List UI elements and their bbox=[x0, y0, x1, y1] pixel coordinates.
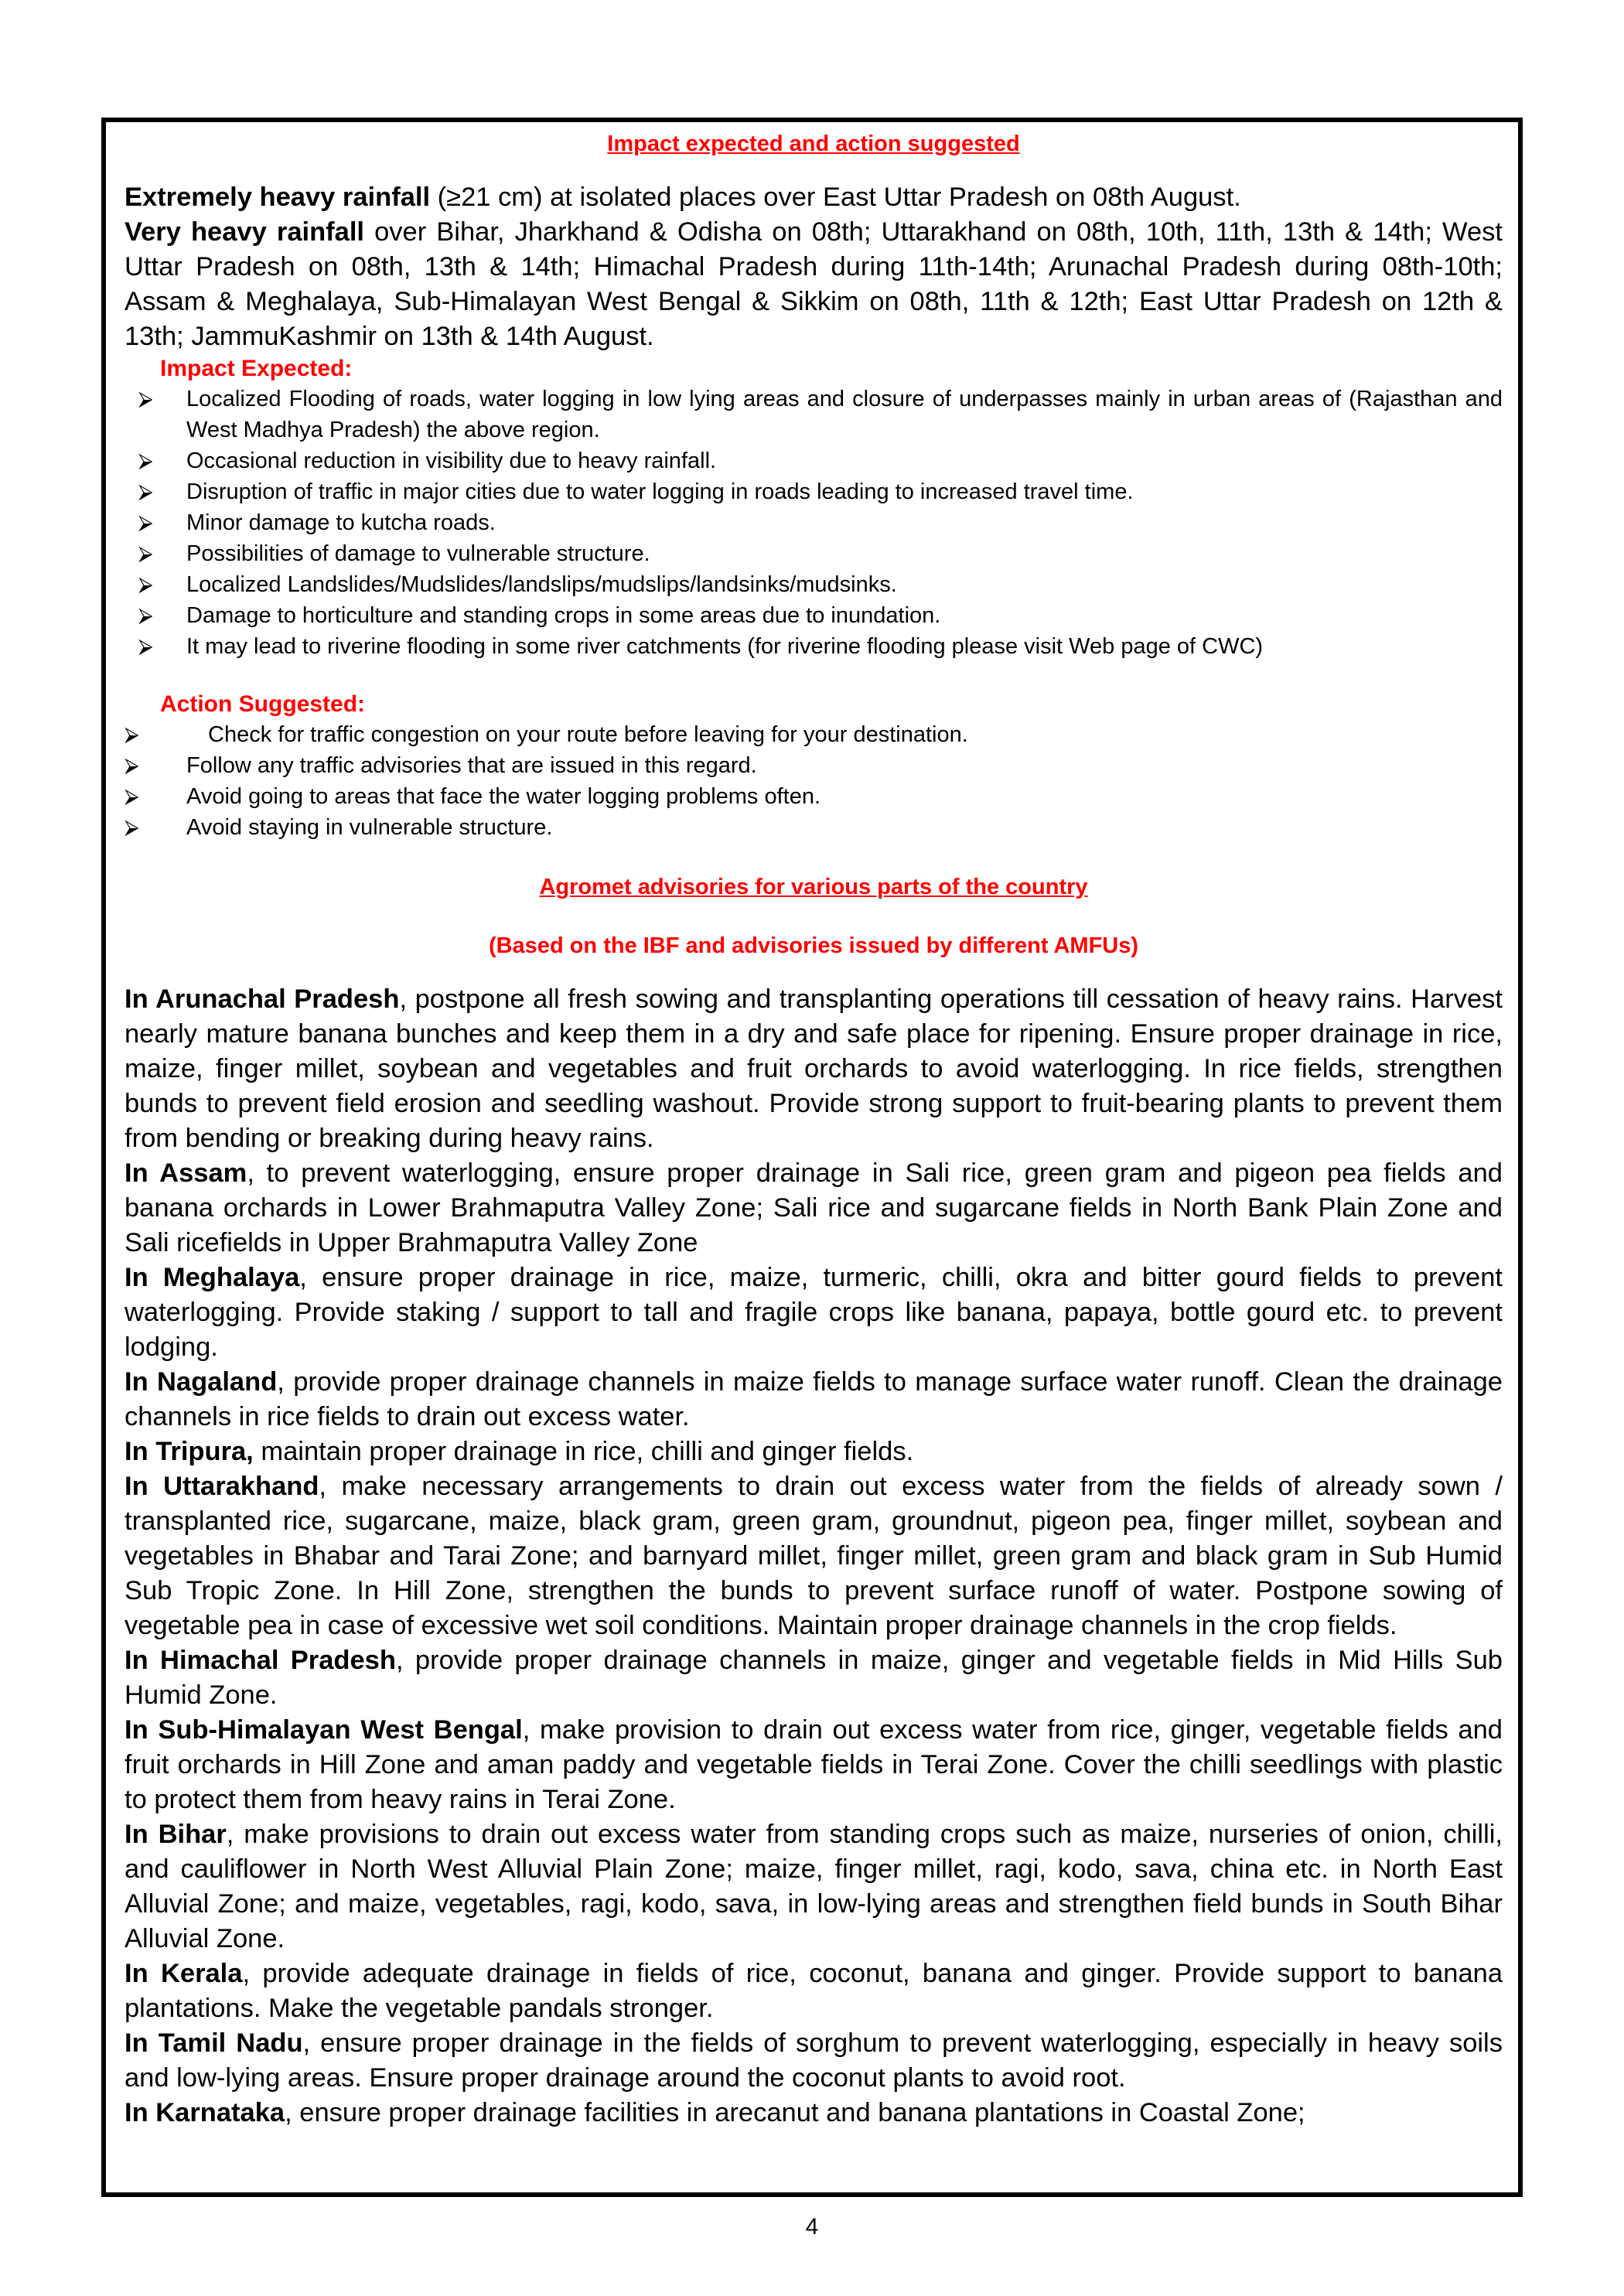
list-item: ⮚ Localized Flooding of roads, water logging in low lying areas and closure of underpasses mainly in urban areas of (Rajasthan and West Madhya Pradesh) the above region. bbox=[125, 384, 1503, 445]
advisory-uttarakhand: In Uttarakhand, make necessary arrangements to drain out excess water from the fields of already sown / transplanted rice, sugarcane, maize, black gram, green gram, groundnut, pigeon pea, finger millet, soybean and vegetables in Bhabar and Tarai Zone; and barnyard millet, finger millet, green gram and black gram in Sub Humid Sub Tropic Zone. In Hill Zone, strengthen the bunds to prevent surface runoff of water. Postpone sowing of vegetable pea in case of excessive wet soil conditions. Maintain proper drainage channels in the crop fields. bbox=[125, 1472, 1503, 1640]
advisory-tripura: In Tripura, maintain proper drainage in rice, chilli and ginger fields. bbox=[125, 1437, 914, 1466]
arrow-bullet-icon: ⮚ bbox=[138, 635, 153, 658]
arrow-bullet-icon: ⮚ bbox=[138, 604, 153, 627]
list-item: ⮚ Check for traffic congestion on your route before leaving for your destination. bbox=[125, 719, 1503, 750]
advisory-himachal-pradesh: In Himachal Pradesh, provide proper drainage channels in maize, ginger and vegetable fields in Mid Hills Sub Humid Zone. bbox=[125, 1646, 1503, 1710]
advisory-bihar: In Bihar, make provisions to drain out excess water from standing crops such as maize, nurseries of onion, chilli, and cauliflower in North West Alluvial Plain Zone; maize, finger millet, ragi, kodo, sava, china etc. in North East Alluvial Zone; and maize, vegetables, ragi, kodo, sava, in low-lying areas and strengthen field bunds in South Bihar Alluvial Zone. bbox=[125, 1820, 1503, 1953]
agromet-section-title: Agromet advisories for various parts of the country bbox=[539, 875, 1088, 899]
advisory-kerala: In Kerala, provide adequate drainage in fields of rice, coconut, banana and ginger. Provide support to banana plantations. Make the vegetable pandals stronger. bbox=[125, 1959, 1503, 2023]
action-suggested-heading: Action Suggested: bbox=[160, 691, 366, 717]
list-item: ⮚ Occasional reduction in visibility due to heavy rainfall. bbox=[125, 445, 1503, 476]
impact-section-title: Impact expected and action suggested bbox=[607, 131, 1020, 156]
list-item: ⮚ Damage to horticulture and standing crops in some areas due to inundation. bbox=[125, 600, 1503, 631]
arrow-bullet-icon: ⮚ bbox=[138, 573, 153, 596]
bulletin-frame bbox=[101, 118, 1523, 2197]
arrow-bullet-icon: ⮚ bbox=[125, 754, 139, 777]
arrow-bullet-icon: ⮚ bbox=[125, 723, 139, 746]
list-item: ⮚ It may lead to riverine flooding in some river catchments (for riverine flooding please visit Web page of CWC) bbox=[125, 631, 1503, 662]
very-heavy-rainfall-paragraph bbox=[125, 215, 1503, 354]
advisory-tamil-nadu: In Tamil Nadu, ensure proper drainage in the fields of sorghum to prevent waterlogging, especially in heavy soils and low-lying areas. Ensure proper drainage around the coconut plants to avoid root. bbox=[125, 2028, 1503, 2093]
advisory-assam: In Assam, to prevent waterlogging, ensure proper drainage in Sali rice, green gram and pigeon pea fields and banana orchards in Lower Brahmaputra Valley Zone; Sali rice and sugarcane fields in North Bank Plain Zone and Sali ricefields in Upper Brahmaputra Valley Zone bbox=[125, 1158, 1503, 1257]
page-number: 4 bbox=[805, 2214, 819, 2240]
advisory-arunachal-pradesh: In Arunachal Pradesh, postpone all fresh sowing and transplanting operations till cessation of heavy rains. Harvest nearly mature banana bunches and keep them in a dry and safe place for ripening. Ensure proper drainage in rice, maize, finger millet, soybean and vegetables and fruit orchards to avoid waterlogging. In rice fields, strengthen bunds to prevent field erosion and seedling washout. Provide strong support to fruit-bearing plants to prevent them from bending or breaking during heavy rains. bbox=[125, 984, 1503, 1153]
advisory-meghalaya: In Meghalaya, ensure proper drainage in rice, maize, turmeric, chilli, okra and bitter gourd fields to prevent waterlogging. Provide staking / support to tall and fragile crops like banana, papaya, bottle gourd etc. to prevent lodging. bbox=[125, 1263, 1503, 1362]
arrow-bullet-icon: ⮚ bbox=[125, 816, 139, 839]
extreme-rainfall-lead: Extremely heavy rainfall bbox=[125, 183, 431, 212]
advisory-sub-himalayan-west-bengal: In Sub-Himalayan West Bengal, make provision to drain out excess water from rice, ginger, vegetable fields and fruit orchards in Hill Zone and aman paddy and vegetable fields in Terai Zone. Cover the chilli seedlings with plastic to protect them from heavy rains in Terai Zone. bbox=[125, 1715, 1503, 1814]
extreme-rainfall-paragraph bbox=[125, 180, 1503, 215]
list-item: ⮚ Minor damage to kutcha roads. bbox=[125, 507, 1503, 538]
list-item: ⮚ Localized Landslides/Mudslides/landslips/mudslips/landsinks/mudsinks. bbox=[125, 569, 1503, 600]
advisory-nagaland: In Nagaland, provide proper drainage channels in maize fields to manage surface water runoff. Clean the drainage channels in rice fields to drain out excess water. bbox=[125, 1367, 1503, 1431]
list-item: ⮚ Avoid going to areas that face the water logging problems often. bbox=[125, 781, 1503, 812]
state-advisories bbox=[125, 982, 1503, 2131]
very-heavy-rainfall-lead: Very heavy rainfall bbox=[125, 217, 365, 247]
list-item: ⮚ Disruption of traffic in major cities due to water logging in roads leading to increased travel time. bbox=[125, 476, 1503, 507]
arrow-bullet-icon: ⮚ bbox=[138, 511, 153, 534]
impact-expected-heading: Impact Expected: bbox=[160, 356, 353, 381]
advisory-karnataka: In Karnataka, ensure proper drainage facilities in arecanut and banana plantations in Coastal Zone; bbox=[125, 2098, 1305, 2127]
list-item: ⮚ Follow any traffic advisories that are issued in this regard. bbox=[125, 750, 1503, 781]
arrow-bullet-icon: ⮚ bbox=[138, 480, 153, 503]
impact-list bbox=[125, 384, 1503, 662]
arrow-bullet-icon: ⮚ bbox=[138, 449, 153, 473]
list-item: ⮚ Avoid staying in vulnerable structure. bbox=[125, 812, 1503, 843]
extreme-rainfall-text: (≥21 cm) at isolated places over East Uttar Pradesh on 08th August. bbox=[430, 183, 1241, 212]
bulletin-content bbox=[106, 131, 1518, 2131]
agromet-section-subtitle: (Based on the IBF and advisories issued by different AMFUs) bbox=[488, 933, 1139, 958]
arrow-bullet-icon: ⮚ bbox=[125, 785, 139, 808]
action-list bbox=[125, 719, 1503, 843]
arrow-bullet-icon: ⮚ bbox=[138, 542, 153, 565]
list-item: ⮚ Possibilities of damage to vulnerable structure. bbox=[125, 538, 1503, 569]
arrow-bullet-icon: ⮚ bbox=[138, 387, 153, 411]
very-heavy-rainfall-text: over Bihar, Jharkhand & Odisha on 08th; Uttarakhand on 08th, 10th, 11th, 13th & 14th; West Uttar Pradesh on 08th, 13th & 14th; Himachal Pradesh during 11th-14th; Arunachal Pradesh during 08th-10th; Assam & Meghalaya, Sub-Himalayan West Bengal & Sikkim on 08th, 11th & 12th; East Uttar Pradesh on 12th & 13th; JammuKashmir on 13th & 14th August. bbox=[125, 217, 1503, 351]
